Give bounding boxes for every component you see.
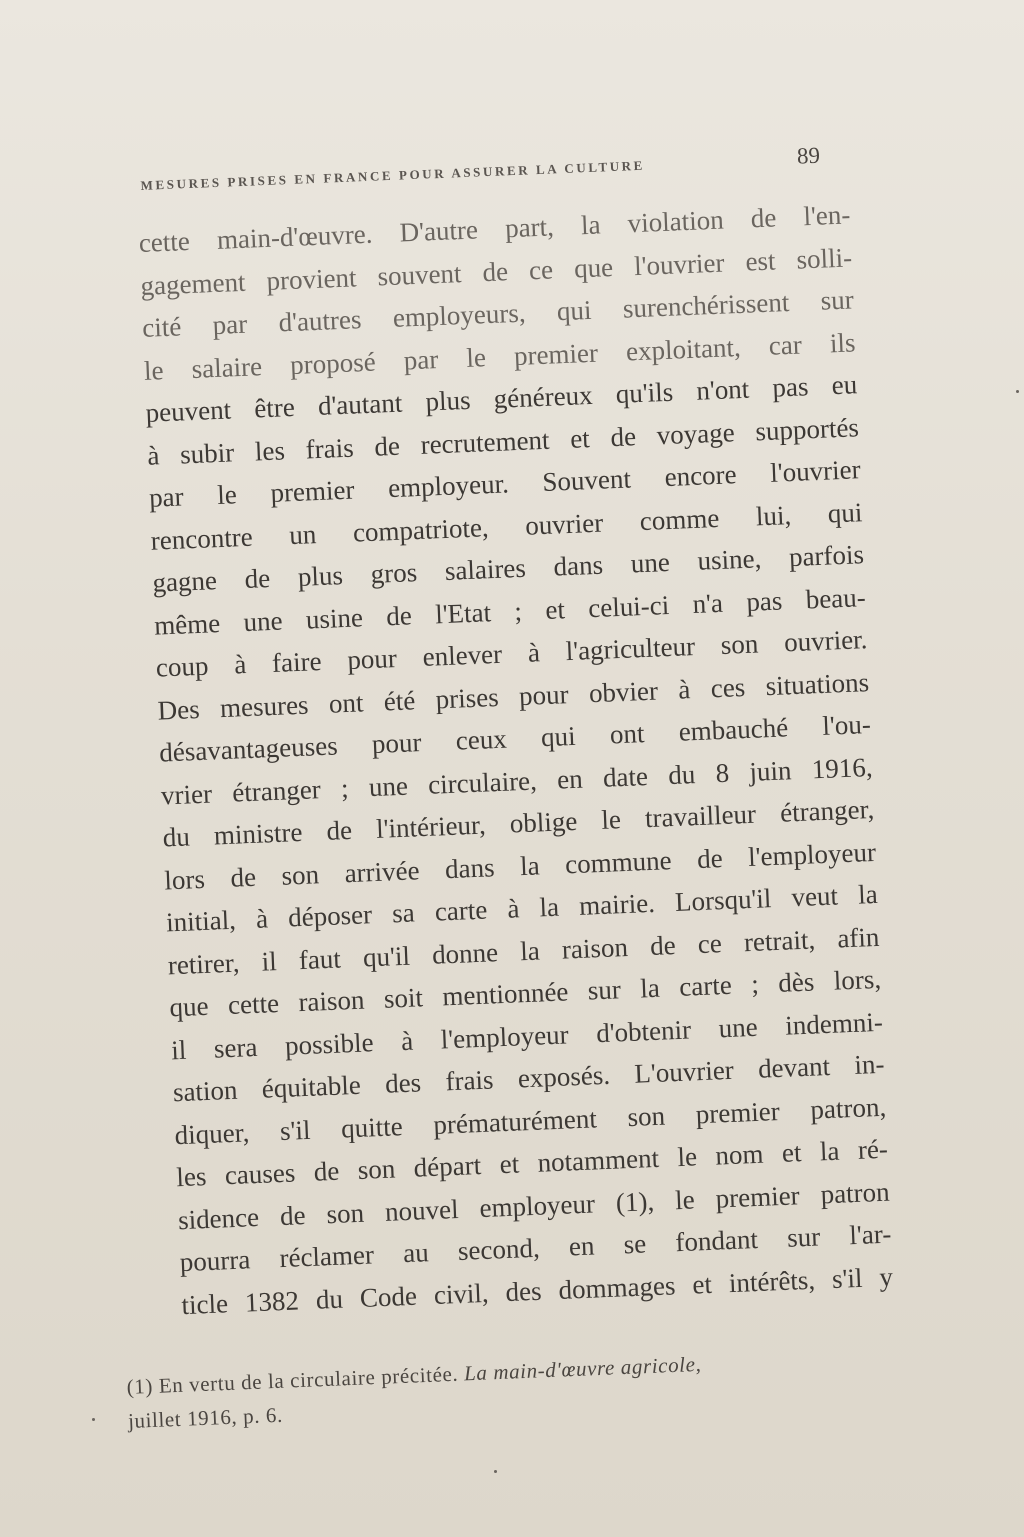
text-line: gagne de plus gros salaires dans une usine, parfois	[151, 539, 865, 598]
text-line: peuvent être d'autant plus généreux qu'ils n'ont pas eu	[145, 369, 858, 428]
text-line: coup à faire pour enlever à l'agriculteur son ouvrier.	[155, 624, 868, 683]
ink-speck	[92, 1418, 95, 1421]
ink-speck	[1016, 390, 1019, 393]
page-number: 89	[796, 142, 821, 169]
text-line: diquer, s'il quitte prématurément son premier patron,	[174, 1091, 887, 1150]
text-line: ticle 1382 du Code civil, des dommages et intérêts, s'il y	[180, 1261, 894, 1320]
text-line: désavantageuses pour ceux qui ont embauché l'ou-	[158, 709, 872, 768]
text-line: le salaire proposé par le premier exploitant, car ils	[143, 326, 856, 386]
text-line: les causes de son départ et notamment le nom et la ré-	[175, 1133, 889, 1193]
text-line: cette main-d'œuvre. D'autre part, la violation de l'en-	[138, 199, 851, 258]
footnote-citation: (1) En vertu de la circulaire précitée.	[126, 1361, 459, 1399]
text-line: que cette raison soit mentionnée sur la carte ; dès lors,	[168, 963, 882, 1023]
running-head: MESURES PRISES EN FRANCE POUR ASSURER LA CULTURE	[140, 157, 646, 193]
text-line: vrier étranger ; une circulaire, en date du 8 juin 1916,	[160, 751, 874, 811]
text-line: rencontre un compatriote, ouvrier comme lui, qui	[150, 496, 863, 556]
text-line: sation équitable des frais exposés. L'ouvrier devant in-	[172, 1048, 885, 1108]
text-line: gagement provient souvent de ce que l'ouvrier est solli-	[139, 241, 853, 301]
page-header	[140, 143, 820, 196]
text-line: il sera possible à l'employeur d'obtenir une indemni-	[170, 1006, 884, 1065]
text-line: du ministre de l'intérieur, oblige le travailleur étranger,	[162, 793, 875, 853]
text-line: lors de son arrivée dans la commune de l'employeur	[163, 836, 877, 895]
text-line: Des mesures ont été prises pour obvier à ces situations	[157, 666, 870, 726]
text-line: sidence de son nouvel employeur (1), le premier patron	[177, 1176, 891, 1235]
text-line: cité par d'autres employeurs, qui surenchérissent sur	[141, 284, 855, 343]
footnote	[126, 1341, 848, 1438]
footnote-title: La main-d'œuvre agricole,	[463, 1351, 702, 1386]
text-line: retirer, il faut qu'il donne la raison de ce retrait, afin	[167, 921, 880, 980]
footnote-line-2: juillet 1916, p. 6.	[127, 1402, 284, 1433]
text-line: initial, à déposer sa carte à la mairie. Lorsqu'il veut la	[165, 878, 879, 938]
body-text	[138, 193, 894, 1326]
text-line: même une usine de l'Etat ; et celui-ci n'a pas beau-	[153, 581, 867, 641]
text-line: à subir les frais de recrutement et de voyage supportés	[146, 411, 860, 471]
text-line: pourra réclamer au second, en se fondant sur l'ar-	[179, 1218, 892, 1278]
text-line: par le premier employeur. Souvent encore l'ouvrier	[148, 454, 862, 513]
ink-speck	[494, 1470, 497, 1473]
